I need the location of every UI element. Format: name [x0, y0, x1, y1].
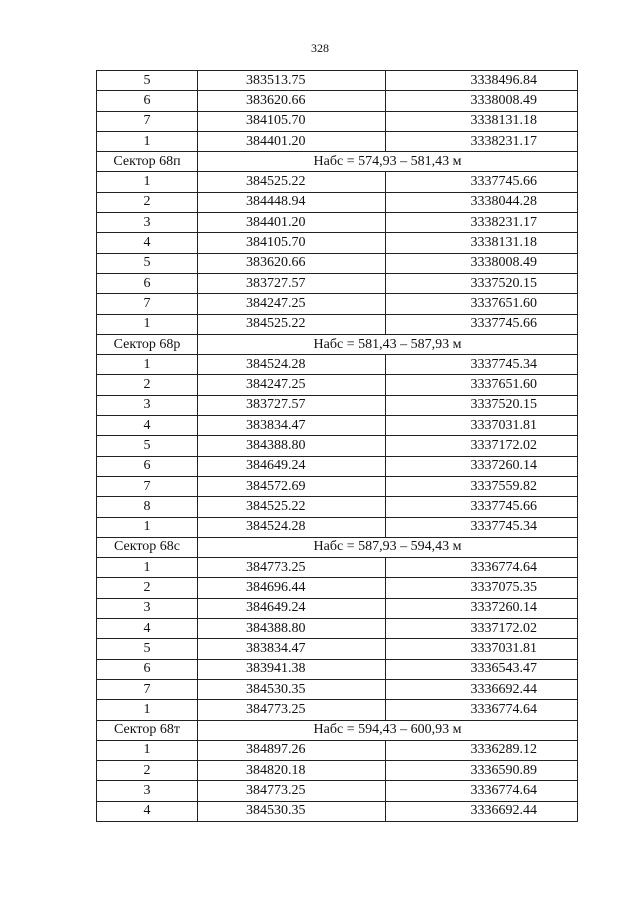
x-coordinate: 384401.20 [198, 213, 386, 233]
y-coordinate: 3337172.02 [386, 619, 578, 639]
x-coordinate: 384105.70 [198, 111, 386, 131]
table-row [97, 213, 578, 233]
y-coordinate: 3337745.66 [386, 497, 578, 517]
sector-label: Сектор 68п [97, 152, 198, 172]
table-row [97, 416, 578, 436]
point-number: 7 [97, 679, 198, 699]
point-number: 7 [97, 294, 198, 314]
page-number: 328 [311, 41, 329, 55]
point-number: 4 [97, 619, 198, 639]
y-coordinate: 3337745.34 [386, 355, 578, 375]
point-number: 2 [97, 578, 198, 598]
x-coordinate: 384530.35 [198, 679, 386, 699]
point-number: 1 [97, 740, 198, 760]
point-number: 1 [97, 314, 198, 334]
y-coordinate: 3336289.12 [386, 740, 578, 760]
table-row [97, 253, 578, 273]
x-coordinate: 383834.47 [198, 639, 386, 659]
x-coordinate: 384773.25 [198, 558, 386, 578]
sector-elevation-range: Набс = 581,43 – 587,93 м [198, 334, 578, 354]
table-row [97, 395, 578, 415]
point-number: 3 [97, 213, 198, 233]
x-coordinate: 384649.24 [198, 456, 386, 476]
point-number: 1 [97, 172, 198, 192]
y-coordinate: 3338231.17 [386, 131, 578, 151]
x-coordinate: 384388.80 [198, 619, 386, 639]
x-coordinate: 384773.25 [198, 700, 386, 720]
point-number: 8 [97, 497, 198, 517]
point-number: 2 [97, 375, 198, 395]
table-row [97, 761, 578, 781]
table-row [97, 801, 578, 821]
y-coordinate: 3338044.28 [386, 192, 578, 212]
table-row [97, 578, 578, 598]
point-number: 2 [97, 761, 198, 781]
y-coordinate: 3338496.84 [386, 71, 578, 91]
table-row [97, 740, 578, 760]
y-coordinate: 3338131.18 [386, 233, 578, 253]
x-coordinate: 384247.25 [198, 294, 386, 314]
y-coordinate: 3336774.64 [386, 781, 578, 801]
point-number: 7 [97, 111, 198, 131]
sector-label: Сектор 68р [97, 334, 198, 354]
table-row [97, 639, 578, 659]
y-coordinate: 3337745.66 [386, 314, 578, 334]
table-row [97, 517, 578, 537]
y-coordinate: 3337651.60 [386, 294, 578, 314]
table-row [97, 375, 578, 395]
x-coordinate: 384696.44 [198, 578, 386, 598]
y-coordinate: 3337031.81 [386, 639, 578, 659]
x-coordinate: 384572.69 [198, 476, 386, 496]
table-row [97, 172, 578, 192]
x-coordinate: 383620.66 [198, 91, 386, 111]
table-row [97, 497, 578, 517]
y-coordinate: 3338131.18 [386, 111, 578, 131]
table-row [97, 111, 578, 131]
point-number: 5 [97, 639, 198, 659]
table-row [97, 619, 578, 639]
point-number: 6 [97, 91, 198, 111]
sector-label: Сектор 68с [97, 537, 198, 557]
sector-header-row [97, 334, 578, 354]
sector-elevation-range: Набс = 594,43 – 600,93 м [198, 720, 578, 740]
point-number: 4 [97, 801, 198, 821]
x-coordinate: 384773.25 [198, 781, 386, 801]
table-row [97, 659, 578, 679]
table-row [97, 91, 578, 111]
table-row [97, 273, 578, 293]
table-row [97, 679, 578, 699]
table-row [97, 700, 578, 720]
x-coordinate: 384820.18 [198, 761, 386, 781]
point-number: 4 [97, 416, 198, 436]
y-coordinate: 3337260.14 [386, 456, 578, 476]
x-coordinate: 383834.47 [198, 416, 386, 436]
y-coordinate: 3337172.02 [386, 436, 578, 456]
point-number: 1 [97, 558, 198, 578]
y-coordinate: 3338008.49 [386, 91, 578, 111]
table-row [97, 355, 578, 375]
x-coordinate: 384897.26 [198, 740, 386, 760]
point-number: 1 [97, 700, 198, 720]
y-coordinate: 3337031.81 [386, 416, 578, 436]
table-row [97, 294, 578, 314]
point-number: 6 [97, 273, 198, 293]
x-coordinate: 384525.22 [198, 497, 386, 517]
sector-label: Сектор 68т [97, 720, 198, 740]
sector-header-row [97, 720, 578, 740]
table-row [97, 131, 578, 151]
y-coordinate: 3336774.64 [386, 558, 578, 578]
point-number: 7 [97, 476, 198, 496]
y-coordinate: 3337745.34 [386, 517, 578, 537]
x-coordinate: 384530.35 [198, 801, 386, 821]
point-number: 5 [97, 71, 198, 91]
y-coordinate: 3336590.89 [386, 761, 578, 781]
point-number: 2 [97, 192, 198, 212]
y-coordinate: 3337745.66 [386, 172, 578, 192]
x-coordinate: 384525.22 [198, 172, 386, 192]
y-coordinate: 3336774.64 [386, 700, 578, 720]
x-coordinate: 384448.94 [198, 192, 386, 212]
point-number: 3 [97, 395, 198, 415]
x-coordinate: 384524.28 [198, 355, 386, 375]
y-coordinate: 3337260.14 [386, 598, 578, 618]
x-coordinate: 383727.57 [198, 395, 386, 415]
sector-elevation-range: Набс = 574,93 – 581,43 м [198, 152, 578, 172]
sector-header-row [97, 537, 578, 557]
y-coordinate: 3336543.47 [386, 659, 578, 679]
y-coordinate: 3337559.82 [386, 476, 578, 496]
x-coordinate: 384525.22 [198, 314, 386, 334]
y-coordinate: 3337651.60 [386, 375, 578, 395]
table-row [97, 436, 578, 456]
coordinates-table-body [97, 71, 578, 822]
x-coordinate: 384649.24 [198, 598, 386, 618]
coordinates-table [96, 70, 578, 822]
table-row [97, 192, 578, 212]
table-row [97, 456, 578, 476]
table-row [97, 476, 578, 496]
point-number: 6 [97, 456, 198, 476]
table-row [97, 558, 578, 578]
table-row [97, 233, 578, 253]
table-row [97, 71, 578, 91]
sector-header-row [97, 152, 578, 172]
point-number: 1 [97, 131, 198, 151]
point-number: 1 [97, 517, 198, 537]
y-coordinate: 3338231.17 [386, 213, 578, 233]
point-number: 5 [97, 436, 198, 456]
y-coordinate: 3337520.15 [386, 273, 578, 293]
y-coordinate: 3337075.35 [386, 578, 578, 598]
point-number: 4 [97, 233, 198, 253]
y-coordinate: 3337520.15 [386, 395, 578, 415]
x-coordinate: 384524.28 [198, 517, 386, 537]
table-row [97, 598, 578, 618]
x-coordinate: 383513.75 [198, 71, 386, 91]
sector-elevation-range: Набс = 587,93 – 594,43 м [198, 537, 578, 557]
x-coordinate: 384105.70 [198, 233, 386, 253]
point-number: 6 [97, 659, 198, 679]
point-number: 3 [97, 781, 198, 801]
table-row [97, 781, 578, 801]
x-coordinate: 384388.80 [198, 436, 386, 456]
x-coordinate: 384401.20 [198, 131, 386, 151]
point-number: 3 [97, 598, 198, 618]
x-coordinate: 384247.25 [198, 375, 386, 395]
point-number: 1 [97, 355, 198, 375]
y-coordinate: 3336692.44 [386, 801, 578, 821]
x-coordinate: 383941.38 [198, 659, 386, 679]
y-coordinate: 3336692.44 [386, 679, 578, 699]
point-number: 5 [97, 253, 198, 273]
table-row [97, 314, 578, 334]
y-coordinate: 3338008.49 [386, 253, 578, 273]
x-coordinate: 383727.57 [198, 273, 386, 293]
x-coordinate: 383620.66 [198, 253, 386, 273]
